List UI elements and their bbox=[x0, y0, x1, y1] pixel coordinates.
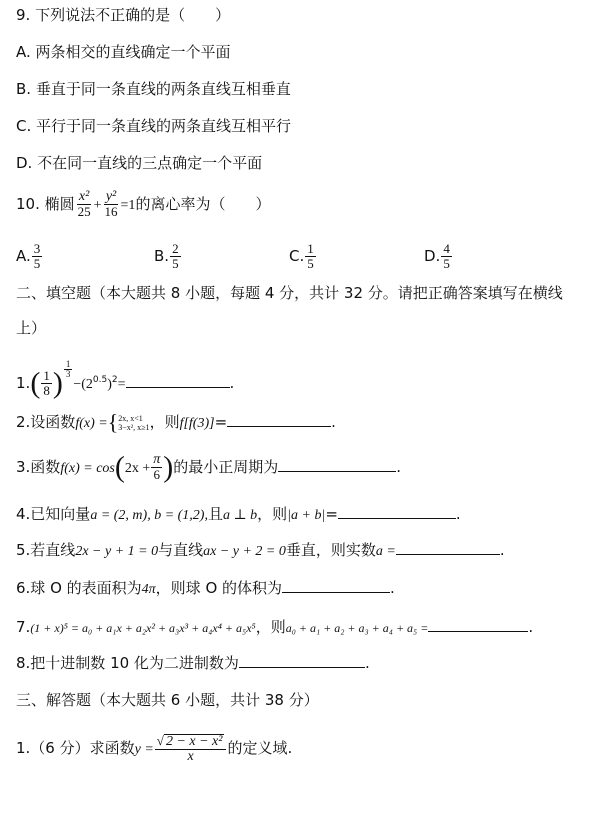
q10-option-c-label: C. bbox=[289, 247, 305, 265]
f1-exp3: 2 bbox=[111, 375, 118, 385]
f7-end: . bbox=[528, 618, 534, 636]
s1-den: x bbox=[187, 748, 194, 764]
q10-option-c-den: 5 bbox=[307, 256, 314, 271]
fill-1 bbox=[16, 360, 234, 400]
section2-title-line1: 二、填空题（本大题共 8 小题，每题 4 分，共计 32 分。请把正确答案填写在横线 bbox=[16, 284, 563, 302]
f3-answer-blank[interactable] bbox=[278, 457, 396, 472]
f1-base: (2 bbox=[81, 377, 93, 392]
f1-eq: = bbox=[117, 377, 126, 392]
f4-mid: ，则 bbox=[257, 505, 288, 523]
f3-six: 6 bbox=[153, 467, 161, 482]
f1-end: . bbox=[229, 374, 235, 392]
f3-pi: π bbox=[153, 452, 161, 467]
q10-x2: x² bbox=[78, 189, 90, 204]
f1-minus: − bbox=[73, 377, 82, 392]
f5-a: a = bbox=[375, 544, 396, 559]
f5-answer-blank[interactable] bbox=[396, 540, 500, 555]
f2-cases bbox=[118, 414, 149, 432]
q10-option-a bbox=[16, 242, 43, 271]
sqrt-icon: √ bbox=[156, 732, 164, 748]
q10-option-d-num: 4 bbox=[443, 241, 450, 256]
f4-cond: 且 bbox=[207, 505, 223, 523]
f1-exp2: 0.5 bbox=[92, 375, 108, 385]
f7-sum: a₀ + a₁ + a₂ + a₃ + a₄ + a₅ = bbox=[285, 621, 429, 635]
q10-plus: + bbox=[93, 198, 102, 213]
f2-func: f(x) = bbox=[75, 416, 108, 431]
f1-paren-close: ) bbox=[52, 366, 63, 400]
q10-option-b-den: 5 bbox=[172, 256, 179, 271]
q10-frac-x bbox=[76, 190, 93, 219]
f7-mid: ，则 bbox=[255, 618, 286, 636]
f3-suffix: 的最小正周期为 bbox=[173, 458, 279, 476]
section2-title-line2: 上） bbox=[16, 319, 47, 337]
f1-den: 8 bbox=[43, 383, 50, 398]
q10-d25: 25 bbox=[77, 204, 91, 219]
f3-func: f(x) = cos bbox=[60, 461, 115, 476]
q9-stem: 9. 下列说法不正确的是（ ） bbox=[16, 6, 231, 24]
f3-inner: 2x + bbox=[124, 461, 151, 476]
q10-option-c bbox=[289, 242, 317, 271]
f4-label: 4.已知向量 bbox=[16, 505, 91, 523]
f4-answer-blank[interactable] bbox=[338, 504, 456, 519]
s1-radicand: 2 − x − x² bbox=[165, 733, 223, 749]
f4-end: . bbox=[455, 505, 461, 523]
f5-mid: 与直线 bbox=[158, 541, 204, 559]
f1-paren-open: ( bbox=[30, 366, 41, 400]
fill-4 bbox=[16, 503, 461, 525]
f2-answer-blank[interactable] bbox=[227, 412, 331, 427]
f7-label: 7. bbox=[16, 618, 31, 636]
q10-option-b-num: 2 bbox=[172, 241, 179, 256]
f1-exp1: 1 bbox=[65, 359, 71, 369]
s1-y: y = bbox=[134, 742, 154, 757]
q10-option-b-label: B. bbox=[154, 247, 170, 265]
s1-suffix: 的定义域. bbox=[227, 739, 293, 757]
q10-prefix: 10. 椭圆 bbox=[16, 195, 75, 213]
q10-option-a-num: 3 bbox=[33, 241, 41, 256]
f5-line2: ax − y + 2 = 0 bbox=[203, 544, 286, 559]
f4-eq: = bbox=[325, 505, 338, 523]
f7-answer-blank[interactable] bbox=[428, 617, 528, 632]
f6-suffix: ，则球 O 的体积为 bbox=[155, 579, 283, 597]
fill-7 bbox=[16, 617, 533, 638]
q9-option-a: A. 两条相交的直线确定一个平面 bbox=[16, 43, 231, 61]
f2-label: 2.设函数 bbox=[16, 413, 76, 431]
f5-suffix: 垂直，则实数 bbox=[285, 541, 376, 559]
f2-brace: { bbox=[107, 409, 119, 435]
f5-end: . bbox=[499, 541, 505, 559]
q10-option-d-den: 5 bbox=[443, 256, 450, 271]
fill-6 bbox=[16, 578, 395, 600]
q9-option-b: B. 垂直于同一条直线的两条直线互相垂直 bbox=[16, 80, 291, 98]
f3-label: 3.函数 bbox=[16, 458, 61, 476]
q10-frac-y bbox=[103, 190, 120, 219]
q10-eq1: =1 bbox=[120, 198, 136, 213]
q10-stem bbox=[16, 190, 270, 219]
q10-y2: y² bbox=[105, 189, 117, 204]
f5-label: 5.若直线 bbox=[16, 541, 76, 559]
q9-option-d: D. 不在同一直线的三点确定一个平面 bbox=[16, 154, 263, 172]
f7-expr: (1 + x)⁵ = a₀ + a₁x + a₂x² + a₃x³ + a₄x⁴ + a₅x⁵ bbox=[30, 621, 256, 635]
f6-end: . bbox=[390, 579, 395, 597]
f1-answer-blank[interactable] bbox=[126, 373, 230, 388]
f1-num: 1 bbox=[43, 368, 50, 383]
f4-abs: |a + b| bbox=[287, 508, 326, 523]
f3-end: . bbox=[396, 458, 402, 476]
q10-d16: 16 bbox=[104, 204, 118, 219]
section3-title: 三、解答题（本大题共 6 小题，共计 38 分） bbox=[16, 691, 319, 709]
q9-option-c: C. 平行于同一条直线的两条直线互相平行 bbox=[16, 117, 292, 135]
f1-close: ) bbox=[107, 377, 112, 392]
q10-suffix: 的离心率为（ ） bbox=[135, 195, 271, 213]
q10-option-b bbox=[154, 242, 182, 271]
f2-eq: = bbox=[214, 413, 228, 431]
f4-perp: a ⊥ b bbox=[222, 508, 258, 523]
f2-case2: 3−x², x≥1 bbox=[118, 422, 150, 432]
f6-area: 4π bbox=[141, 582, 156, 597]
f6-label: 6.球 O 的表面积为 bbox=[16, 579, 142, 597]
f6-answer-blank[interactable] bbox=[282, 578, 390, 593]
q10-option-d bbox=[424, 242, 453, 271]
fill-3 bbox=[16, 450, 401, 484]
q10-option-a-den: 5 bbox=[33, 256, 41, 271]
f8-text: 8.把十进制数 10 化为二进制数为 bbox=[16, 654, 239, 672]
f3-paren-close: ) bbox=[163, 450, 174, 484]
q10-option-a-label: A. bbox=[16, 247, 31, 265]
solve-1 bbox=[16, 728, 292, 768]
f4-vecs: a = (2, m), b = (1,2), bbox=[90, 508, 208, 523]
f8-answer-blank[interactable] bbox=[239, 653, 365, 668]
f2-end: . bbox=[331, 413, 336, 431]
q10-option-c-num: 1 bbox=[307, 241, 314, 256]
fill-5 bbox=[16, 540, 505, 562]
q10-option-d-label: D. bbox=[424, 247, 441, 265]
f2-case1: 2x, x<1 bbox=[118, 413, 143, 423]
f3-paren-open: ( bbox=[114, 450, 125, 484]
f2-expr: f[f(3)] bbox=[179, 416, 215, 431]
f5-line1: 2x − y + 1 = 0 bbox=[75, 544, 159, 559]
f1-exp1den: 3 bbox=[65, 369, 71, 379]
fill-8 bbox=[16, 653, 370, 673]
f1-label: 1. bbox=[16, 374, 31, 392]
fill-2 bbox=[16, 410, 336, 434]
f8-end: . bbox=[364, 654, 370, 672]
f2-mid: ，则 bbox=[149, 413, 180, 431]
s1-sqrt bbox=[157, 734, 225, 749]
s1-label: 1.（6 分）求函数 bbox=[16, 739, 135, 757]
